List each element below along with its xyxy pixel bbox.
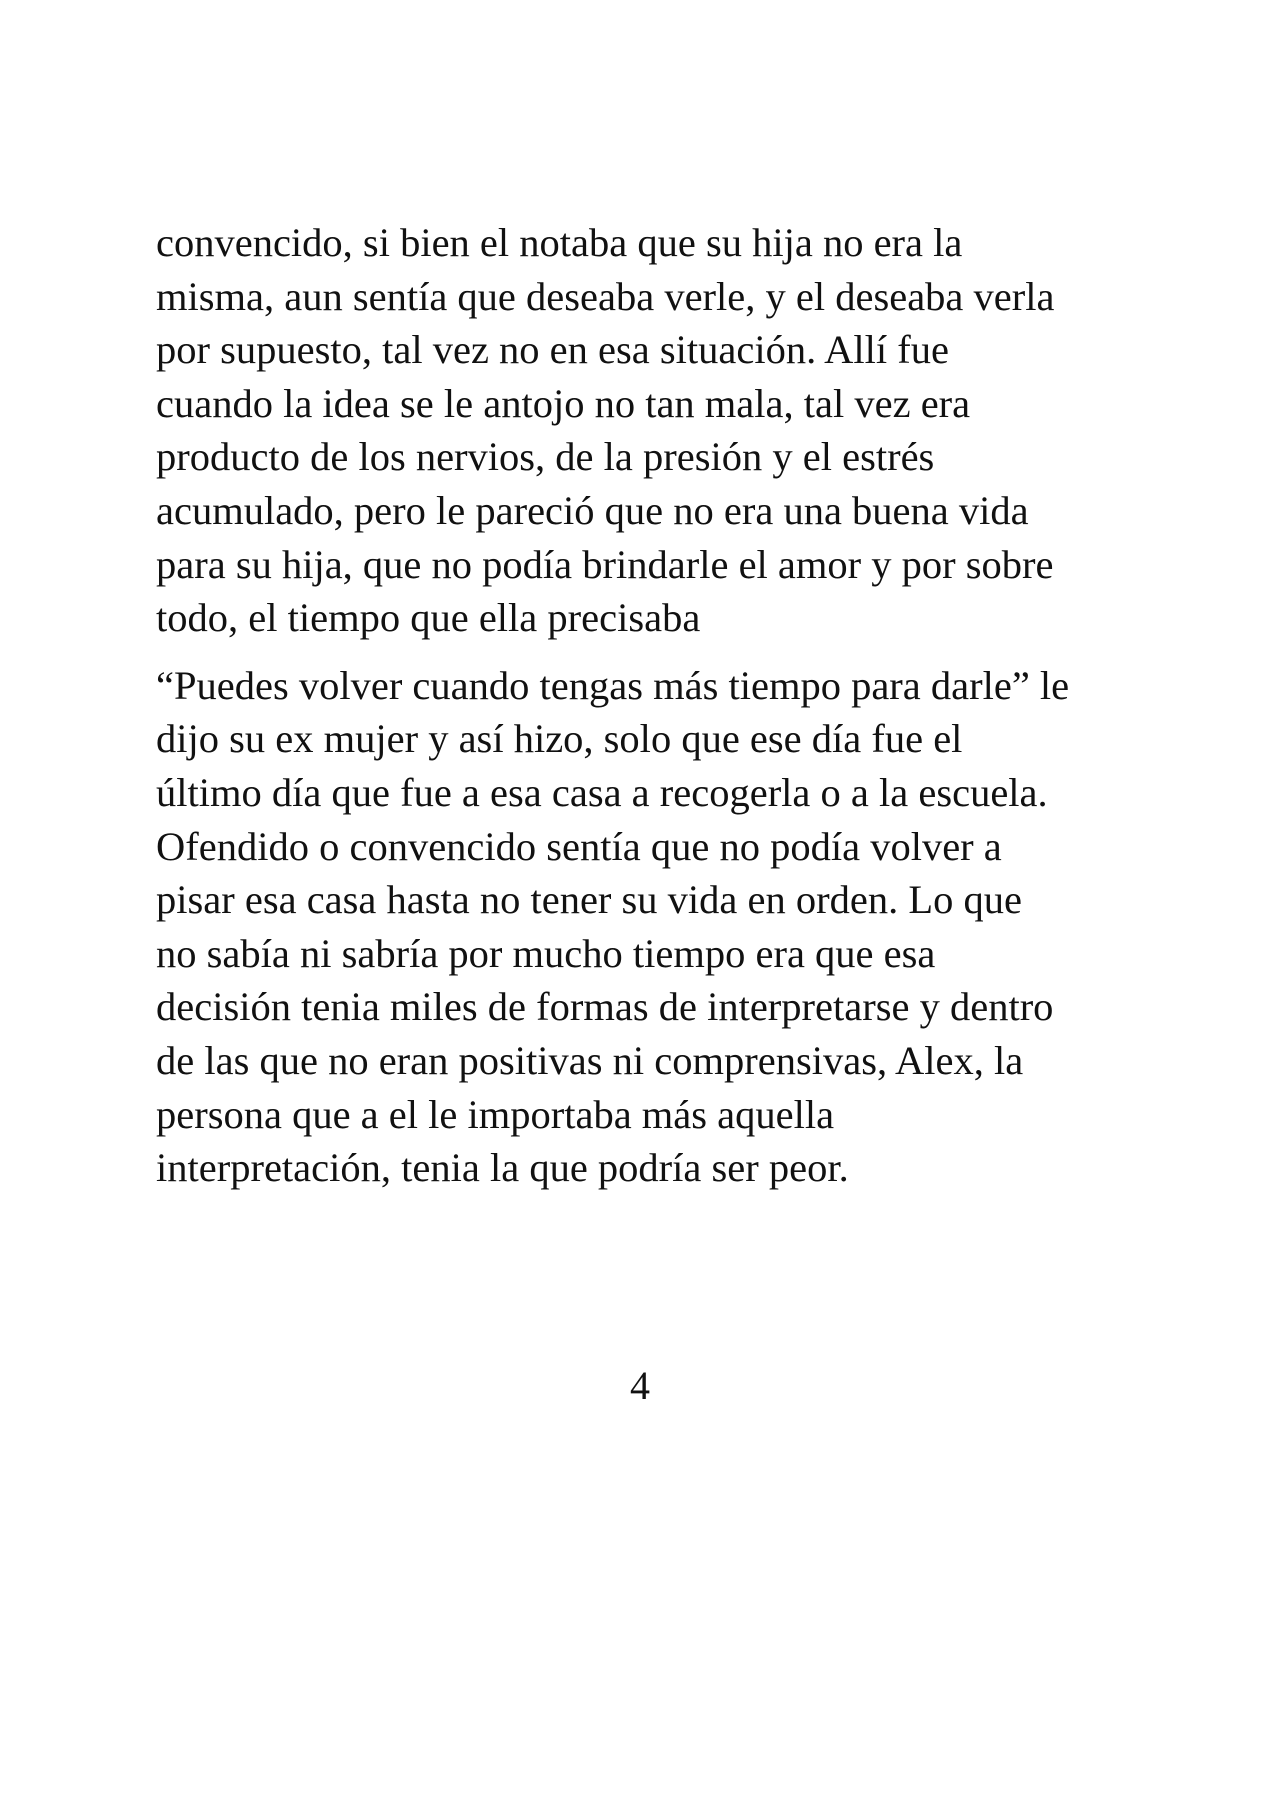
text-line: pisar esa casa hasta no tener su vida en orden. Lo que bbox=[156, 877, 1022, 923]
text-line: Ofendido o convencido sentía que no podía volver a bbox=[156, 823, 1002, 869]
text-line: de las que no eran positivas ni comprensivas, Alex, la bbox=[156, 1037, 1024, 1083]
text-line: acumulado, pero le pareció que no era una buena vida bbox=[156, 487, 1029, 533]
text-line: último día que fue a esa casa a recogerla o a la escuela. bbox=[156, 769, 1048, 815]
text-line: persona que a el le importaba más aquella bbox=[156, 1091, 835, 1137]
text-line: “Puedes volver cuando tengas más tiempo para darle” le bbox=[156, 662, 1070, 708]
text-line: producto de los nervios, de la presión y el estrés bbox=[156, 434, 935, 480]
text-line: cuando la idea se le antojo no tan mala, tal vez era bbox=[156, 380, 971, 426]
paragraph-1 bbox=[156, 216, 1156, 645]
text-line: para su hija, que no podía brindarle el amor y por sobre bbox=[156, 541, 1054, 587]
text-line: convencido, si bien el notaba que su hija no era la bbox=[156, 220, 963, 265]
text-line: decisión tenia miles de formas de interpretarse y dentro bbox=[156, 984, 1054, 1030]
paragraph-2 bbox=[156, 659, 1156, 1195]
text-line: no sabía ni sabría por mucho tiempo era que esa bbox=[156, 930, 936, 976]
text-line: por supuesto, tal vez no en esa situación. Allí fue bbox=[156, 327, 949, 373]
text-line: todo, el tiempo que ella precisaba bbox=[156, 595, 701, 641]
body-text bbox=[156, 216, 1156, 1195]
text-line: interpretación, tenia la que podría ser peor. bbox=[156, 1145, 849, 1191]
paragraph-spacer bbox=[156, 645, 1156, 659]
page-number: 4 bbox=[630, 1363, 650, 1408]
text-line: misma, aun sentía que deseaba verle, y el deseaba verla bbox=[156, 273, 1055, 319]
text-line: dijo su ex mujer y así hizo, solo que ese día fue el bbox=[156, 716, 963, 762]
